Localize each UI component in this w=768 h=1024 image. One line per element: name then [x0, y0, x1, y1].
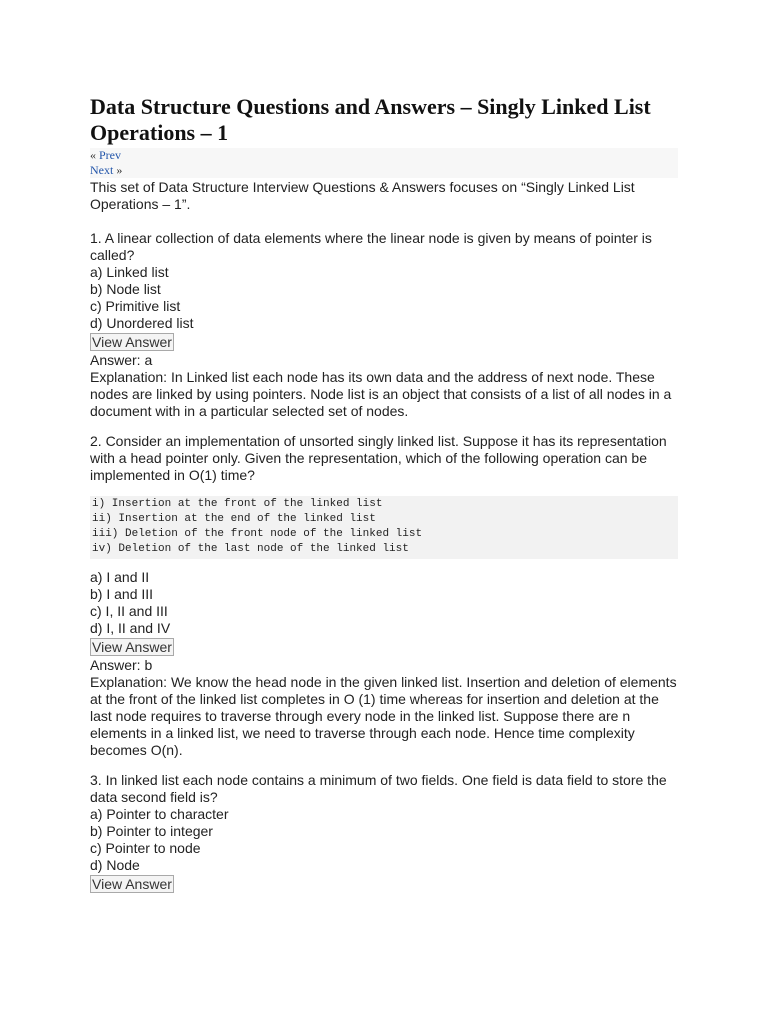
option-a: a) Linked list [90, 264, 169, 280]
option-d: d) Unordered list [90, 315, 194, 331]
option-a: a) I and II [90, 569, 150, 585]
option-c: c) I, II and III [90, 603, 168, 619]
question-1 [90, 230, 678, 420]
question-text: 3. In linked list each node contains a minimum of two fields. One field is data field to store the data second field is? [90, 772, 667, 805]
view-answer-button[interactable]: View Answer [92, 876, 172, 892]
option-c: c) Pointer to node [90, 840, 201, 856]
article-content [90, 94, 678, 894]
next-arrow-icon: » [116, 163, 123, 177]
prev-arrow-icon: « [90, 148, 96, 162]
prev-next-navigation [90, 148, 678, 178]
code-line: iv) Deletion of the last node of the linked list [92, 543, 409, 555]
prev-row [90, 148, 678, 163]
option-c: c) Primitive list [90, 298, 181, 314]
question-text: 2. Consider an implementation of unsorted singly linked list. Suppose it has its representation with a head pointer only. Given the representation, which of the following operation can be implemented in O(1) time? [90, 433, 667, 483]
option-b: b) I and III [90, 586, 154, 602]
option-a: a) Pointer to character [90, 806, 229, 822]
page-title: Data Structure Questions and Answers – Singly Linked List Operations – 1 [90, 94, 651, 145]
code-line: iii) Deletion of the front node of the linked list [92, 528, 423, 540]
question-2 [90, 433, 678, 759]
option-d: d) Node [90, 857, 140, 873]
question-3 [90, 772, 678, 894]
intro-text: This set of Data Structure Interview Questions & Answers focuses on “Singly Linked List Operations – 1”. [90, 179, 635, 212]
explanation-text: Explanation: We know the head node in the given linked list. Insertion and deletion of elements at the front of the linked list completes in O (1) time whereas for insertion and deletion at the last node requires to traverse through every node in the linked list. Suppose there are n elements in a linked list, we need to traverse through each node. Hence time complexity becomes O(n). [90, 674, 677, 758]
code-line: i) Insertion at the front of the linked list [92, 498, 383, 510]
option-d: d) I, II and IV [90, 620, 171, 636]
option-b: b) Pointer to integer [90, 823, 213, 839]
view-answer-button[interactable]: View Answer [92, 334, 172, 350]
option-b: b) Node list [90, 281, 161, 297]
next-link[interactable]: Next [90, 163, 114, 177]
next-row [90, 163, 678, 178]
question-text: 1. A linear collection of data elements where the linear node is given by means of pointer is called? [90, 230, 652, 263]
answer-text: Answer: a [90, 352, 153, 368]
explanation-text: Explanation: In Linked list each node has its own data and the address of next node. These nodes are linked by using pointers. Node list is an object that consists of a list of all nodes in a document with in a particular selected set of nodes. [90, 369, 672, 419]
prev-link[interactable]: Prev [99, 148, 121, 162]
code-line: ii) Insertion at the end of the linked list [92, 513, 376, 525]
code-block [90, 496, 678, 559]
answer-text: Answer: b [90, 657, 153, 673]
view-answer-button[interactable]: View Answer [92, 639, 172, 655]
